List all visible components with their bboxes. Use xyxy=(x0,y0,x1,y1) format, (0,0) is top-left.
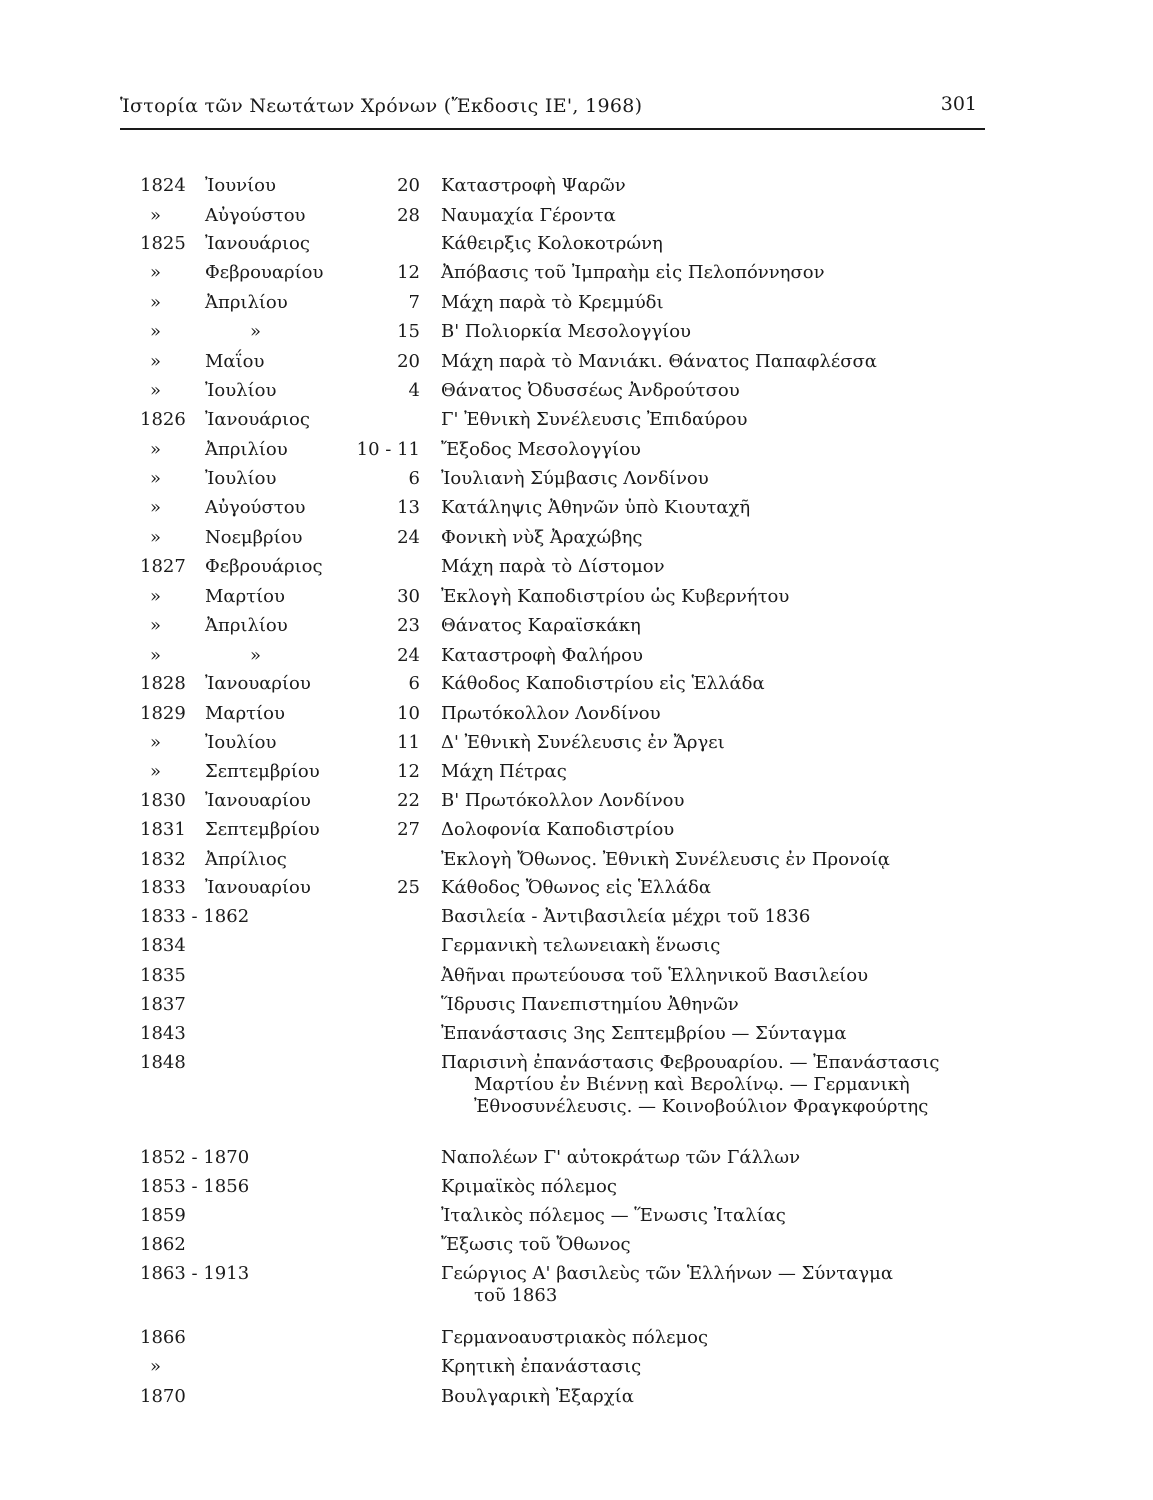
event-cell xyxy=(441,380,1021,402)
event-line: Κάθοδος Ὄθωνος εἰς Ἑλλάδα xyxy=(441,877,712,898)
month-cell: Ἀπριλίου xyxy=(205,615,288,636)
day-cell: 7 xyxy=(408,292,420,313)
event-cell xyxy=(441,468,1021,490)
event-cell xyxy=(441,906,1021,928)
year-cell: » xyxy=(150,732,162,753)
month-cell: Ἰανουάριος xyxy=(205,233,310,254)
month-cell: Μαρτίου xyxy=(205,586,285,607)
year-cell: 1833 - 1862 xyxy=(140,906,250,927)
month-cell: Αὐγούστου xyxy=(205,497,306,518)
event-line: Πρωτόκολλον Λονδίνου xyxy=(441,703,661,724)
year-cell: 1830 xyxy=(140,790,186,811)
month-cell: Αὐγούστου xyxy=(205,205,306,226)
event-cell xyxy=(441,1205,1021,1227)
month-cell: Ἰανουάριος xyxy=(205,409,310,430)
event-line: Μάχη Πέτρας xyxy=(441,761,567,782)
event-cell xyxy=(441,1263,1021,1307)
day-cell: 11 xyxy=(397,732,420,753)
day-cell: 13 xyxy=(397,497,420,518)
year-cell: 1853 - 1856 xyxy=(140,1176,250,1197)
event-cell xyxy=(441,877,1021,899)
year-cell: » xyxy=(150,1356,162,1377)
event-line: Ἐθνοσυνέλευσις. — Κοινοβούλιον Φραγκφούρτης xyxy=(474,1096,929,1117)
event-cell xyxy=(441,703,1021,725)
year-cell: 1835 xyxy=(140,965,186,986)
month-cell: Σεπτεμβρίου xyxy=(205,761,320,782)
day-cell: 23 xyxy=(397,615,420,636)
event-cell xyxy=(441,439,1021,461)
event-line: Καταστροφὴ Φαλήρου xyxy=(441,645,643,666)
year-cell: 1825 xyxy=(140,233,186,254)
event-cell xyxy=(441,205,1021,227)
event-cell xyxy=(441,586,1021,608)
month-cell: Ἰουλίου xyxy=(205,468,277,489)
event-cell xyxy=(441,732,1021,754)
event-line: Θάνατος Ὀδυσσέως Ἀνδρούτσου xyxy=(441,380,740,401)
event-line: Φονικὴ νὺξ Ἀραχώβης xyxy=(441,527,643,548)
event-line: Ναπολέων Γ' αὐτοκράτωρ τῶν Γάλλων xyxy=(441,1147,801,1168)
event-line: Καταστροφὴ Ψαρῶν xyxy=(441,175,626,196)
event-line: Ἵδρυσις Πανεπιστημίου Ἀθηνῶν xyxy=(441,994,739,1015)
event-line: Κρητικὴ ἐπανάστασις xyxy=(441,1356,642,1377)
event-line: Ἐκλογὴ Καποδιστρίου ὡς Κυβερνήτου xyxy=(441,586,790,607)
event-line: Μαρτίου ἐν Βιέννῃ καὶ Βερολίνῳ. — Γερμανικὴ xyxy=(474,1074,910,1095)
event-cell xyxy=(441,1356,1021,1378)
day-cell: 4 xyxy=(408,380,420,401)
year-cell: » xyxy=(150,761,162,782)
day-cell: 20 xyxy=(397,175,420,196)
year-cell: 1863 - 1913 xyxy=(140,1263,250,1284)
event-cell xyxy=(441,527,1021,549)
event-line: Βουλγαρικὴ Ἐξαρχία xyxy=(441,1386,634,1407)
day-cell: 20 xyxy=(397,351,420,372)
day-cell: 28 xyxy=(397,205,420,226)
event-line: Γεώργιος Α' βασιλεὺς τῶν Ἑλλήνων — Σύνταγμα xyxy=(441,1263,893,1284)
event-line: Κατάληψις Ἀθηνῶν ὑπὸ Κιουταχῆ xyxy=(441,497,751,518)
event-line: Κάθειρξις Κολοκοτρώνη xyxy=(441,233,663,254)
year-cell: » xyxy=(150,645,162,666)
month-cell: Ἀπριλίου xyxy=(205,439,288,460)
year-cell: » xyxy=(150,468,162,489)
event-cell xyxy=(441,351,1021,373)
year-cell: » xyxy=(150,497,162,518)
event-line: Μάχη παρὰ τὸ Μανιάκι. Θάνατος Παπαφλέσσα xyxy=(441,351,877,372)
day-cell: 24 xyxy=(397,527,420,548)
event-line: Θάνατος Καραϊσκάκη xyxy=(441,615,641,636)
year-cell: 1829 xyxy=(140,703,186,724)
event-line: Ἀθῆναι πρωτεύουσα τοῦ Ἑλληνικοῦ Βασιλείου xyxy=(441,965,869,986)
event-cell xyxy=(441,292,1021,314)
year-cell: 1837 xyxy=(140,994,186,1015)
day-cell: 27 xyxy=(397,819,420,840)
event-line: Ἰταλικὸς πόλεμος — Ἕνωσις Ἰταλίας xyxy=(441,1205,786,1226)
month-cell: » xyxy=(250,321,262,342)
month-cell: Ἰανουαρίου xyxy=(205,790,311,811)
year-cell: » xyxy=(150,205,162,226)
day-cell: 12 xyxy=(397,761,420,782)
event-cell xyxy=(441,645,1021,667)
day-cell: 12 xyxy=(397,262,420,283)
event-cell xyxy=(441,233,1021,255)
event-cell xyxy=(441,761,1021,783)
year-cell: 1866 xyxy=(140,1327,186,1348)
event-cell xyxy=(441,1052,1021,1118)
year-cell: 1833 xyxy=(140,877,186,898)
year-cell: 1834 xyxy=(140,935,186,956)
year-cell: 1862 xyxy=(140,1234,186,1255)
day-cell: 10 xyxy=(397,703,420,724)
event-line: Ἐκλογὴ Ὄθωνος. Ἐθνικὴ Συνέλευσις ἐν Προνοίᾳ xyxy=(441,849,890,870)
event-line: Ναυμαχία Γέροντα xyxy=(441,205,616,226)
year-cell: » xyxy=(150,292,162,313)
event-line: Ἀπόβασις τοῦ Ἰμπραὴμ εἰς Πελοπόννησον xyxy=(441,262,825,283)
year-cell: 1824 xyxy=(140,175,186,196)
event-line: Ἐπανάστασις 3ης Σεπτεμβρίου — Σύνταγμα xyxy=(441,1023,847,1044)
year-cell: 1827 xyxy=(140,556,186,577)
event-line: Μάχη παρὰ τὸ Δίστομον xyxy=(441,556,665,577)
month-cell: » xyxy=(250,645,262,666)
event-cell xyxy=(441,994,1021,1016)
event-line: Δ' Ἐθνικὴ Συνέλευσις ἐν Ἄργει xyxy=(441,732,725,753)
year-cell: 1828 xyxy=(140,673,186,694)
event-cell xyxy=(441,1327,1021,1349)
year-cell: 1852 - 1870 xyxy=(140,1147,250,1168)
month-cell: Σεπτεμβρίου xyxy=(205,819,320,840)
event-cell xyxy=(441,409,1021,431)
event-cell xyxy=(441,1176,1021,1198)
year-cell: 1859 xyxy=(140,1205,186,1226)
event-line: Β' Πρωτόκολλον Λονδίνου xyxy=(441,790,685,811)
year-cell: 1831 xyxy=(140,819,186,840)
event-cell xyxy=(441,615,1021,637)
event-line: Ἰουλιανὴ Σύμβασις Λονδίνου xyxy=(441,468,709,489)
event-cell xyxy=(441,790,1021,812)
month-cell: Ἀπρίλιος xyxy=(205,849,287,870)
year-cell: 1870 xyxy=(140,1386,186,1407)
event-cell xyxy=(441,1386,1021,1408)
year-cell: 1832 xyxy=(140,849,186,870)
month-cell: Μαΐου xyxy=(205,351,265,372)
event-line: Βασιλεία - Ἀντιβασιλεία μέχρι τοῦ 1836 xyxy=(441,906,811,927)
event-line: Ἔξοδος Μεσολογγίου xyxy=(441,439,641,460)
event-line: Γ' Ἐθνικὴ Συνέλευσις Ἐπιδαύρου xyxy=(441,409,748,430)
day-cell: 6 xyxy=(408,468,420,489)
month-cell: Ἀπριλίου xyxy=(205,292,288,313)
event-line: Β' Πολιορκία Μεσολογγίου xyxy=(441,321,691,342)
event-line: Γερμανικὴ τελωνειακὴ ἕνωσις xyxy=(441,935,721,956)
day-cell: 10 - 11 xyxy=(356,439,420,460)
book-title: Ἱστορία τῶν Νεωτάτων Χρόνων (Ἔκδοσις ΙΕ', 1968) xyxy=(120,95,643,117)
month-cell: Ἰουνίου xyxy=(205,175,276,196)
event-line: Κριμαϊκὸς πόλεμος xyxy=(441,1176,617,1197)
year-cell: » xyxy=(150,615,162,636)
day-cell: 25 xyxy=(397,877,420,898)
year-cell: » xyxy=(150,439,162,460)
page-number: 301 xyxy=(940,93,977,115)
year-cell: » xyxy=(150,380,162,401)
event-cell xyxy=(441,497,1021,519)
event-line: τοῦ 1863 xyxy=(474,1285,558,1306)
month-cell: Μαρτίου xyxy=(205,703,285,724)
month-cell: Νοεμβρίου xyxy=(205,527,303,548)
month-cell: Ἰουλίου xyxy=(205,732,277,753)
event-cell xyxy=(441,556,1021,578)
month-cell: Ἰουλίου xyxy=(205,380,277,401)
event-line: Κάθοδος Καποδιστρίου εἰς Ἑλλάδα xyxy=(441,673,765,694)
event-line: Μάχη παρὰ τὸ Κρεμμύδι xyxy=(441,292,664,313)
year-cell: » xyxy=(150,321,162,342)
event-cell xyxy=(441,849,1021,871)
year-cell: 1843 xyxy=(140,1023,186,1044)
year-cell: » xyxy=(150,527,162,548)
event-line: Δολοφονία Καποδιστρίου xyxy=(441,819,675,840)
event-cell xyxy=(441,965,1021,987)
day-cell: 24 xyxy=(397,645,420,666)
day-cell: 15 xyxy=(397,321,420,342)
year-cell: » xyxy=(150,586,162,607)
event-line: Παρισινὴ ἐπανάστασις Φεβρουαρίου. — Ἐπανάστασις xyxy=(441,1052,940,1073)
day-cell: 6 xyxy=(408,673,420,694)
event-cell xyxy=(441,1234,1021,1256)
year-cell: 1826 xyxy=(140,409,186,430)
year-cell: 1848 xyxy=(140,1052,186,1073)
event-line: Γερμανοαυστριακὸς πόλεμος xyxy=(441,1327,709,1348)
event-cell xyxy=(441,1023,1021,1045)
month-cell: Φεβρουάριος xyxy=(205,556,323,577)
month-cell: Φεβρουαρίου xyxy=(205,262,324,283)
event-cell xyxy=(441,262,1021,284)
event-cell xyxy=(441,1147,1021,1169)
month-cell: Ἰανουαρίου xyxy=(205,877,311,898)
event-cell xyxy=(441,819,1021,841)
month-cell: Ἰανουαρίου xyxy=(205,673,311,694)
event-cell xyxy=(441,175,1021,197)
event-cell xyxy=(441,935,1021,957)
year-cell: » xyxy=(150,351,162,372)
year-cell: » xyxy=(150,262,162,283)
day-cell: 22 xyxy=(397,790,420,811)
event-cell xyxy=(441,673,1021,695)
event-line: Ἔξωσις τοῦ Ὄθωνος xyxy=(441,1234,631,1255)
event-cell xyxy=(441,321,1021,343)
day-cell: 30 xyxy=(397,586,420,607)
